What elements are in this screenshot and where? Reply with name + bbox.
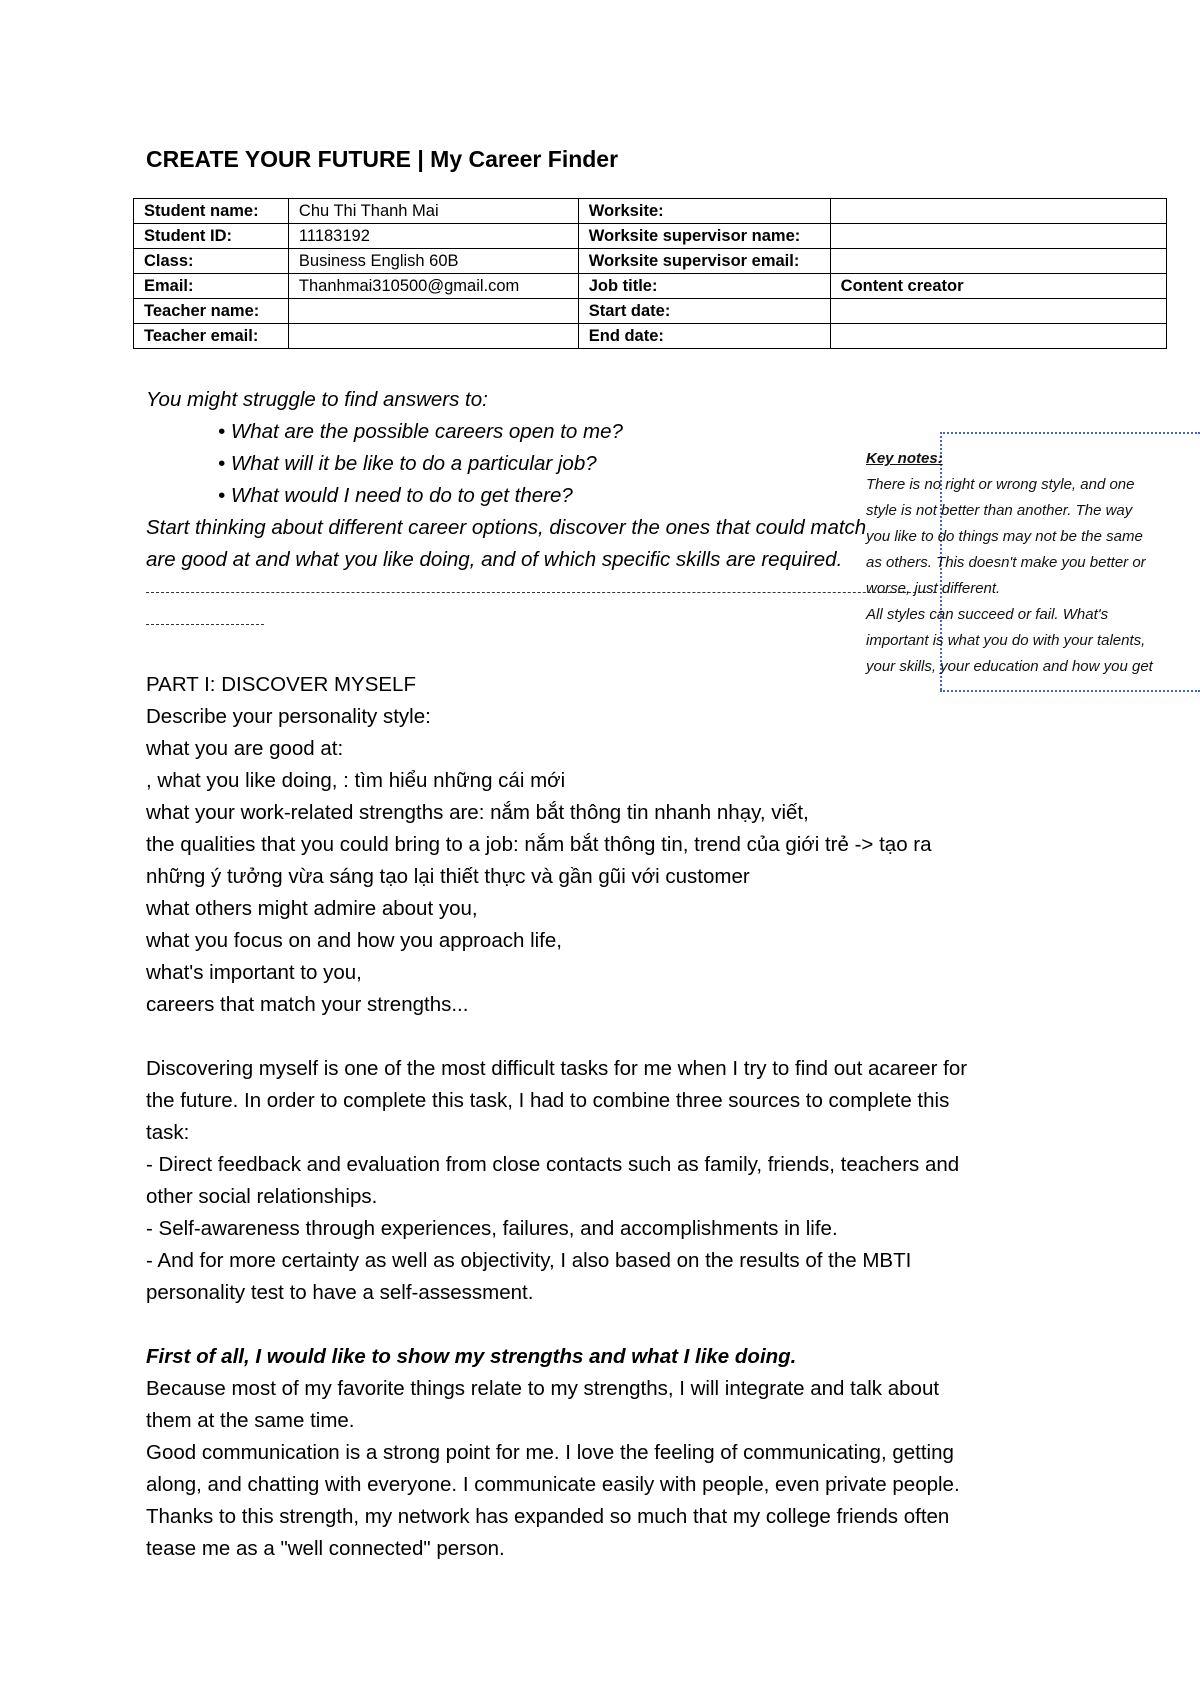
section-heading: PART I: DISCOVER MYSELF [146, 673, 416, 696]
paragraph-line: task: [146, 1121, 190, 1144]
table-label: Class: [134, 249, 289, 274]
prompt-line: what others might admire about you, [146, 897, 478, 920]
table-row [134, 199, 1167, 224]
paragraph-line: other social relationships. [146, 1185, 378, 1208]
table-value [288, 299, 578, 324]
intro-line: are good at and what you like doing, and of which specific skills are required. [146, 548, 843, 571]
paragraph-line: - Direct feedback and evaluation from close contacts such as family, friends, teachers and [146, 1153, 960, 1176]
key-notes-line: your skills, your education and how you get [866, 658, 1153, 675]
prompt-line: the qualities that you could bring to a job: nắm bắt thông tin, trend của giới trẻ -> tạo ra [146, 833, 932, 856]
dashed-divider [146, 624, 264, 625]
page-title: CREATE YOUR FUTURE | My Career Finder [146, 146, 619, 172]
intro-line: Start thinking about different career options, discover the ones that could match [146, 516, 867, 539]
key-notes-line: important is what you do with your talents, [866, 632, 1146, 649]
prompt-line: careers that match your strengths... [146, 993, 469, 1016]
paragraph-line: Because most of my favorite things relate to my strengths, I will integrate and talk about [146, 1377, 940, 1400]
prompt-line: what your work-related strengths are: nắm bắt thông tin nhanh nhạy, viết, [146, 801, 809, 824]
paragraph-line: - And for more certainty as well as objectivity, I also based on the results of the MBTI [146, 1249, 912, 1272]
paragraph-line: - Self-awareness through experiences, failures, and accomplishments in life. [146, 1217, 838, 1240]
table-label: Student ID: [134, 224, 289, 249]
intro-lead: You might struggle to find answers to: [146, 388, 488, 411]
key-notes-line: There is no right or wrong style, and one [866, 476, 1135, 493]
table-value [288, 324, 578, 349]
table-label: Teacher email: [134, 324, 289, 349]
paragraph-line: along, and chatting with everyone. I communicate easily with people, even private people. [146, 1473, 960, 1496]
paragraph-line: Good communication is a strong point for me. I love the feeling of communicating, getting [146, 1441, 954, 1464]
key-notes-line: style is not better than another. The way [866, 502, 1133, 519]
key-notes-line: you like to do things may not be the same [866, 528, 1143, 545]
intro-bullet: • What would I need to do to get there? [218, 484, 573, 507]
key-notes-box [866, 446, 1196, 680]
table-label: Worksite supervisor name: [578, 224, 830, 249]
table-row [134, 299, 1167, 324]
key-notes-label: Key notes: [866, 450, 943, 467]
table-value [830, 224, 1166, 249]
intro-bullet: • What are the possible careers open to me? [218, 420, 623, 443]
table-value [830, 199, 1166, 224]
table-row [134, 249, 1167, 274]
student-info-table [133, 198, 1167, 349]
table-value: 11183192 [288, 224, 578, 249]
table-value: Thanhmai310500@gmail.com [288, 274, 578, 299]
key-notes-line: All styles can succeed or fail. What's [866, 606, 1109, 623]
table-value [830, 324, 1166, 349]
paragraph-line: personality test to have a self-assessment. [146, 1281, 534, 1304]
table-value: Chu Thi Thanh Mai [288, 199, 578, 224]
prompt-line: what you focus on and how you approach life, [146, 929, 562, 952]
table-label: End date: [578, 324, 830, 349]
table-label: Email: [134, 274, 289, 299]
paragraph-line: tease me as a "well connected" person. [146, 1537, 505, 1560]
subheading: First of all, I would like to show my strengths and what I like doing. [146, 1345, 797, 1368]
table-label: Student name: [134, 199, 289, 224]
table-value [830, 299, 1166, 324]
paragraph-line: Thanks to this strength, my network has expanded so much that my college friends often [146, 1505, 950, 1528]
table-label: Worksite: [578, 199, 830, 224]
prompt-line: Describe your personality style: [146, 705, 431, 728]
table-label: Start date: [578, 299, 830, 324]
notes-border [940, 432, 1200, 434]
table-value: Content creator [830, 274, 1166, 299]
table-label: Job title: [578, 274, 830, 299]
key-notes-line: as others. This doesn't make you better or [866, 554, 1146, 571]
dashed-divider [146, 592, 936, 593]
key-notes-line: worse, just different. [866, 580, 1001, 597]
table-value [830, 249, 1166, 274]
table-row [134, 324, 1167, 349]
paragraph-line: them at the same time. [146, 1409, 355, 1432]
paragraph-line: the future. In order to complete this task, I had to combine three sources to complete this [146, 1089, 950, 1112]
prompt-line: what you are good at: [146, 737, 344, 760]
table-label: Teacher name: [134, 299, 289, 324]
intro-bullet: • What will it be like to do a particular job? [218, 452, 597, 475]
prompt-line: , what you like doing, : tìm hiểu những cái mới [146, 769, 566, 792]
notes-border [940, 690, 1200, 692]
prompt-line: những ý tưởng vừa sáng tạo lại thiết thực và gần gũi với customer [146, 865, 750, 888]
table-row [134, 274, 1167, 299]
prompt-line: what's important to you, [146, 961, 362, 984]
table-value: Business English 60B [288, 249, 578, 274]
paragraph-line: Discovering myself is one of the most difficult tasks for me when I try to find out acareer for [146, 1057, 968, 1080]
table-row [134, 224, 1167, 249]
table-label: Worksite supervisor email: [578, 249, 830, 274]
